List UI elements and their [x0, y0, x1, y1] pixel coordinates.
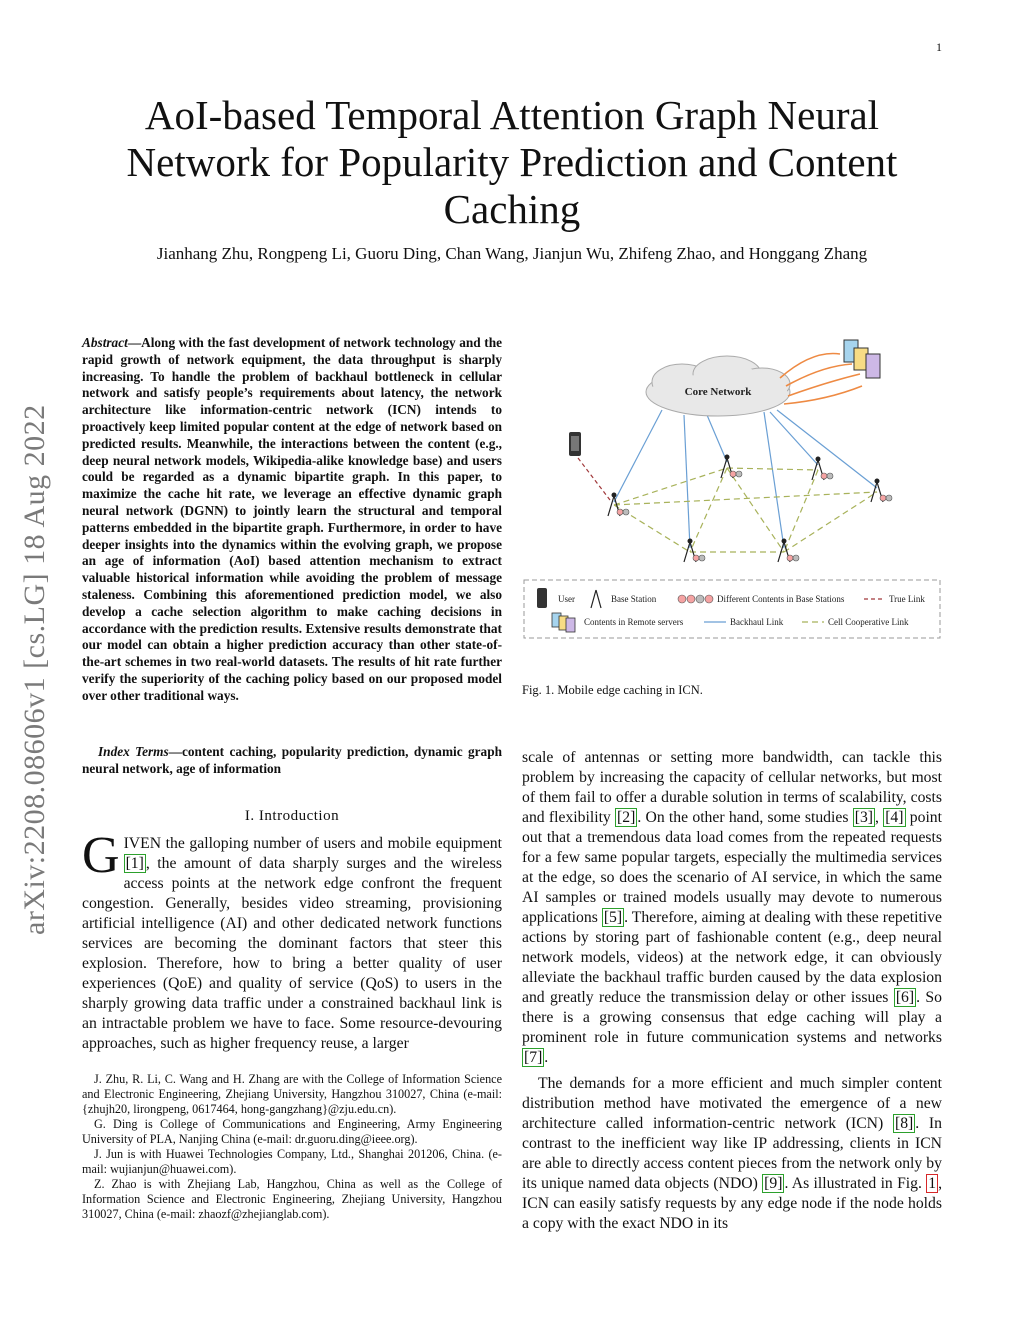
abstract-label: Abstract: [82, 335, 128, 350]
footnotes: [82, 1072, 502, 1222]
intro-paragraph: [82, 827, 502, 1054]
figure-caption: Fig. 1. Mobile edge caching in ICN.: [522, 683, 703, 697]
footnote: Z. Zhao is with Zhejiang Lab, Hangzhou, China as well as the College of Information Science and Electronic Engineering, Zhejiang University, Hangzhou 310027, China (e-mail: zhaozf@zhejianglab.com).: [82, 1177, 502, 1221]
base-station-icon: [812, 457, 833, 481]
base-station-icon: [778, 539, 799, 563]
citation-link[interactable]: [7]: [524, 1049, 543, 1066]
core-network-cloud: [646, 356, 790, 416]
figure-legend: [524, 580, 940, 638]
server-arrow: [786, 364, 852, 386]
footnote: J. Jun is with Huawei Technologies Company, Ltd., Shanghai 201206, China. (e-mail: wujianjun@huawei.com).: [82, 1147, 502, 1176]
index-terms-label: Index Terms: [98, 744, 169, 759]
backhaul-link: [707, 415, 727, 462]
citation-link[interactable]: [9]: [764, 1175, 783, 1192]
figure-mobile-edge-caching: [522, 330, 942, 660]
cloud-label: Core Network: [684, 386, 752, 398]
true-link: [578, 458, 610, 500]
citation-link[interactable]: [5]: [603, 909, 623, 926]
legend-user: User: [558, 594, 575, 604]
network-diagram: [522, 330, 942, 660]
server-arrow: [788, 374, 860, 396]
base-station-icon: [721, 455, 742, 479]
paper-title: AoI-based Temporal Attention Graph Neural Network for Popularity Prediction and Content Caching: [126, 92, 898, 232]
intro-text-2: , the amount of data sharply surges and the wireless access points at the network edge confront the frequent congestion. Generally, besides video streaming, provisioning artificial intelligence (AI) and other dedicated network functions services are becoming the dominant factors that steer this explosion. Therefore, how to bring a better quality of user experiences (QoE) and quality of service (QoS) to users in the sharply growing data traffic under a constrained backhaul link is an intractable problem we have to face. Some resource-devouring approaches, such as higher frequency reuse, a larger: [82, 855, 502, 1052]
legend-cell-coop: Cell Cooperative Link: [828, 617, 909, 627]
user-legend-icon: [537, 588, 547, 608]
arxiv-stamp: arXiv:2208.08606v1 [cs.LG] 18 Aug 2022: [18, 404, 51, 935]
cooperative-links: [614, 468, 877, 552]
right-paragraph-2: The demands for a more efficient and much simpler content distribution method have motivated the emergence of a new architecture called information-centric network (ICN) [8] . In contrast to the inefficient way like IP addressing, clients in ICN are able to directly access content pieces from the network only by its unique named data objects (NDO) [9] . As illustrated in Fig. 1 , ICN can easily satisfy requests by any edge node if the node holds a copy with the exact NDO in its: [522, 1075, 942, 1232]
legend-base-station: Base Station: [611, 594, 657, 604]
citation-link[interactable]: [8]: [894, 1115, 914, 1132]
user-phone-icon: [569, 432, 581, 456]
citation-link[interactable]: [1]: [125, 855, 144, 872]
coop-link: [690, 468, 727, 552]
footnote: G. Ding is College of Communications and Engineering, Army Engineering University of PLA, Nanjing China (e-mail: dr.guoru.ding@ieee.org).: [82, 1117, 502, 1146]
footnote: J. Zhu, R. Li, C. Wang and H. Zhang are with the College of Information Science and Electronic Engineering, Zhejiang University, Hangzhou 310027, China (e-mail: {zhujh20, lirongpeng, 0617464, hong-gangzhang}@zju.edu.cn).: [82, 1072, 502, 1116]
right-column-text: [522, 748, 942, 1234]
drop-cap: G: [82, 827, 120, 884]
author-list: Jianhang Zhu, Rongpeng Li, Guoru Ding, Chan Wang, Jianjun Wu, Zhifeng Zhao, and Honggang Zhang: [156, 244, 868, 263]
backhaul-link: [614, 410, 662, 502]
coop-link: [784, 470, 818, 552]
legend-true-link: True Link: [889, 594, 925, 604]
backhaul-links: [614, 410, 877, 548]
base-station-icon: [871, 479, 892, 503]
figure-ref-link[interactable]: 1: [928, 1175, 937, 1192]
abstract-text: —Along with the fast development of network technology and the rapid growth of network equipment, the data throughput is sharply increasing. To handle the problem of backhaul bottleneck in cellular network and satisfy people’s requirements about latency, the network architecture like information-centric network (ICN) intends to proactively keep limited popular content at the edge of network based on predicted results. Meanwhile, the interactions between the content (e.g., deep neural network models, Wikipedia-alike knowledge base) and users could be regarded as a dynamic bipartite graph. In this paper, to maximize the cache hit rate, we leverage an effective dynamic graph neural network (DGNN) to jointly learn the structural and temporal patterns embedded in the bipartite graph. Furthermore, in order to have deeper insights into the dynamics within the evolving graph, we propose an age of information (AoI) based attention mechanism to extract valuable historical information while avoiding the problem of message staleness. Combining this aforementioned prediction model, we also develop a cache selection algorithm to make caching decisions in accordance with the prediction results. Extensive results demonstrate that our model can obtain a higher prediction accuracy than other state-of-the-art schemes in two real-world datasets. The results of hit rate further verify the superiority of the caching policy based on our proposed model over other traditional ways.: [82, 335, 502, 703]
citation-link[interactable]: [3]: [854, 809, 874, 826]
coop-link: [614, 468, 727, 505]
coop-link: [727, 468, 784, 552]
citation-link[interactable]: [2]: [617, 809, 636, 826]
citation-link[interactable]: [4]: [885, 809, 904, 826]
abstract: [82, 335, 502, 705]
right-paragraph-1: scale of antennas or setting more bandwidth, can tackle this problem by increasing the capacity of cellular networks, but most of them fail to offer a durable solution in terms of scalability, costs and flexibility [2] . On the other hand, some studies [3] , [4] point out that a tremendous data load comes from the repeated requests for a few same popular targets, especially the multimedia services at the edge, so does the scenario of AI service, in which the same AI samples or trained models usually may devote to numerous applications [5] . Therefore, aiming at dealing with these repetitive actions by storing part of fashionable content (e.g., deep neural network models, videos) at the network edge, it can obviously alleviate the backhaul traffic burden caused by the data explosion and greatly reduce the transmission delay or other issues [6] . So there is a growing consensus that edge caching will play a prominent role in future communication systems and networks [7] .: [522, 749, 943, 1066]
remote-servers-icon: [844, 340, 880, 378]
legend-contents-remote: Contents in Remote servers: [584, 617, 684, 627]
backhaul-link: [770, 412, 818, 465]
legend-backhaul: Backhaul Link: [730, 617, 784, 627]
legend-contents-bs: Different Contents in Base Stations: [717, 594, 845, 604]
page-number: 1: [936, 40, 942, 54]
coop-link: [614, 492, 877, 505]
index-terms: [82, 744, 502, 778]
coop-link: [784, 492, 877, 552]
section-heading-introduction: I. Introduction: [244, 808, 340, 824]
intro-text-1: IVEN the galloping number of users and mobile equipment: [123, 835, 502, 852]
citation-link[interactable]: [6]: [895, 989, 915, 1006]
index-terms-text: —content caching, popularity prediction, dynamic graph neural network, age of information: [82, 744, 502, 776]
server-arrow: [784, 386, 862, 404]
